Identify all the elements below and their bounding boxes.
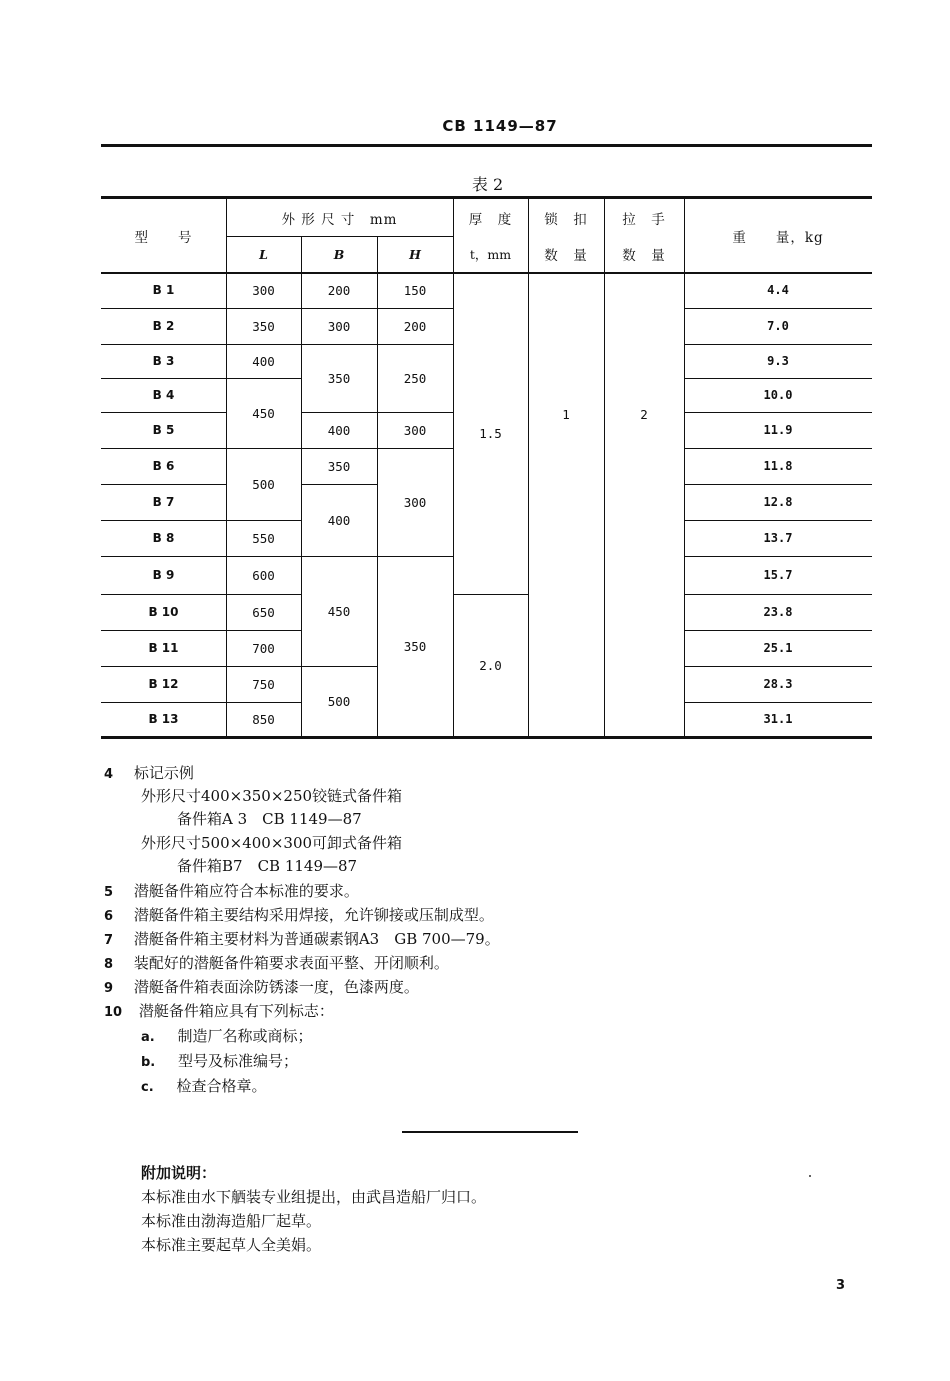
clause-number: 8 — [104, 957, 114, 972]
row-rule — [684, 308, 872, 309]
length-cell: 550 — [252, 530, 275, 546]
model-cell: B 13 — [148, 712, 179, 726]
row-rule — [377, 308, 453, 309]
header-lock-count: 数 量 — [544, 248, 588, 264]
width-cell: 200 — [327, 282, 351, 298]
model-cell: B 8 — [152, 531, 175, 545]
length-cell: 700 — [252, 640, 275, 656]
clause-number: 4 — [104, 767, 114, 782]
length-cell: 650 — [252, 604, 275, 620]
clause-10-item-b — [141, 1050, 298, 1074]
clause-number: 6 — [104, 909, 114, 924]
weight-cell: 28.3 — [763, 677, 793, 691]
scan-speck — [809, 1175, 811, 1177]
row-rule — [684, 630, 872, 631]
row-rule — [101, 412, 226, 413]
header-weight: 重 量，kg — [732, 229, 824, 246]
example-2-description: 外形尺寸500×400×300可卸式备件箱 — [141, 834, 403, 852]
width-cell: 450 — [327, 603, 351, 619]
model-cell: B 6 — [152, 459, 175, 473]
row-rule — [377, 344, 453, 345]
row-rule — [684, 666, 872, 667]
row-rule — [226, 666, 301, 667]
weight-cell: 11.8 — [763, 459, 793, 473]
row-rule — [453, 594, 528, 595]
height-cell: 150 — [403, 282, 427, 298]
clause-10-item-c — [141, 1075, 266, 1099]
clause-8 — [104, 952, 449, 976]
clause-text: 潜艇备件箱主要材料为普通碳素钢A3 GB 700—79。 — [133, 930, 500, 948]
row-rule — [226, 344, 301, 345]
clause-title: 标记示例 — [133, 764, 194, 782]
thickness-cell: 2.0 — [479, 657, 502, 673]
row-rule — [684, 594, 872, 595]
height-cell: 300 — [403, 422, 427, 438]
item-label: a. — [141, 1030, 155, 1045]
row-rule — [301, 556, 377, 557]
clause-6 — [104, 904, 494, 928]
notes-line-2: 本标准由渤海造船厂起草。 — [141, 1212, 322, 1230]
row-rule — [684, 520, 872, 521]
width-cell: 500 — [327, 693, 351, 709]
clause-text: 潜艇备件箱应符合本标准的要求。 — [133, 882, 359, 900]
length-cell: 500 — [252, 476, 275, 492]
row-rule — [226, 594, 301, 595]
row-rule — [226, 308, 301, 309]
length-cell: 350 — [252, 318, 275, 334]
weight-cell: 4.4 — [767, 283, 789, 297]
notes-line-1: 本标准由水下舾装专业组提出，由武昌造船厂归口。 — [141, 1188, 487, 1206]
clause-5 — [104, 880, 359, 904]
header-model: 型 号 — [134, 229, 193, 246]
row-rule — [101, 630, 226, 631]
header-thickness: 厚 度 — [468, 211, 513, 228]
row-rule — [684, 344, 872, 345]
clause-9 — [104, 976, 419, 1000]
footer-rule — [402, 1131, 578, 1133]
weight-cell: 31.1 — [763, 712, 793, 726]
handle-count-cell: 2 — [640, 406, 648, 422]
height-cell: 300 — [403, 494, 427, 510]
row-rule — [101, 344, 226, 345]
row-rule — [684, 448, 872, 449]
row-rule — [684, 412, 872, 413]
row-rule — [101, 308, 226, 309]
model-cell: B 4 — [152, 388, 175, 402]
clause-10 — [104, 1000, 334, 1024]
model-cell: B 1 — [152, 283, 175, 297]
clause-number: 7 — [104, 933, 114, 948]
column-rule — [301, 236, 302, 736]
width-cell: 400 — [327, 422, 351, 438]
weight-cell: 13.7 — [763, 531, 793, 545]
example-1-mark: 备件箱A 3 CB 1149—87 — [177, 810, 362, 828]
standard-code-header: CB 1149—87 — [442, 117, 558, 135]
example-2-mark: 备件箱B7 CB 1149—87 — [177, 857, 358, 875]
model-cell: B 12 — [148, 677, 179, 691]
clause-text: 潜艇备件箱应具有下列标志： — [138, 1002, 334, 1020]
table-title: 表 2 — [471, 175, 504, 194]
dimension-subheader-rule — [226, 236, 453, 237]
clause-text: 装配好的潜艇备件箱要求表面平整、开闭顺利。 — [133, 954, 449, 972]
column-rule — [453, 199, 454, 736]
row-rule — [301, 484, 377, 485]
row-rule — [684, 702, 872, 703]
row-rule — [101, 556, 226, 557]
header-lock: 锁 扣 — [544, 211, 588, 228]
clause-4 — [104, 762, 194, 786]
item-text: 检查合格章。 — [176, 1077, 267, 1095]
row-rule — [226, 702, 301, 703]
clause-7 — [104, 928, 500, 952]
item-text: 制造厂名称或商标； — [177, 1027, 313, 1045]
width-cell: 350 — [327, 458, 351, 474]
model-cell: B 5 — [152, 423, 175, 437]
row-rule — [226, 520, 301, 521]
model-cell: B 11 — [148, 641, 179, 655]
header-handle-count: 数 量 — [622, 248, 666, 264]
weight-cell: 7.0 — [767, 319, 789, 333]
column-rule — [684, 199, 685, 736]
height-cell: 200 — [403, 318, 427, 334]
page-number: 3 — [836, 1278, 846, 1293]
weight-cell: 25.1 — [763, 641, 793, 655]
row-rule — [101, 378, 226, 379]
clause-text: 潜艇备件箱表面涂防锈漆一度，色漆两度。 — [133, 978, 419, 996]
model-cell: B 3 — [152, 354, 175, 368]
width-cell: 350 — [327, 370, 351, 386]
row-rule — [684, 484, 872, 485]
weight-cell: 15.7 — [763, 568, 793, 582]
example-1-description: 外形尺寸400×350×250铰链式备件箱 — [141, 787, 403, 805]
length-cell: 400 — [252, 353, 275, 369]
clause-number: 10 — [104, 1005, 123, 1020]
row-rule — [101, 448, 226, 449]
table-bottom-rule — [101, 736, 872, 739]
column-rule — [528, 199, 529, 736]
row-rule — [101, 594, 226, 595]
header-H: H — [409, 246, 421, 262]
model-cell: B 2 — [152, 319, 175, 333]
length-cell: 600 — [252, 567, 275, 583]
weight-cell: 9.3 — [767, 354, 789, 368]
clause-text: 潜艇备件箱主要结构采用焊接，允许铆接或压制成型。 — [133, 906, 494, 924]
height-cell: 250 — [403, 370, 427, 386]
width-cell: 400 — [327, 512, 351, 528]
column-rule — [604, 199, 605, 736]
row-rule — [301, 666, 377, 667]
header-L: L — [259, 246, 268, 262]
header-rule — [101, 144, 872, 147]
item-text: 型号及标准编号； — [178, 1052, 299, 1070]
table-header-bottom-rule — [101, 272, 872, 274]
item-label: b. — [141, 1055, 156, 1070]
model-cell: B 10 — [148, 605, 179, 619]
weight-cell: 23.8 — [763, 605, 793, 619]
model-cell: B 7 — [152, 495, 175, 509]
row-rule — [226, 630, 301, 631]
row-rule — [301, 344, 377, 345]
length-cell: 450 — [252, 405, 275, 421]
row-rule — [301, 308, 377, 309]
clause-number: 5 — [104, 885, 114, 900]
column-rule — [377, 236, 378, 736]
length-cell: 750 — [252, 676, 275, 692]
model-cell: B 9 — [152, 568, 175, 582]
row-rule — [226, 556, 301, 557]
table-top-rule — [101, 196, 872, 199]
header-thickness-unit: t，mm — [469, 247, 512, 262]
row-rule — [301, 448, 377, 449]
row-rule — [684, 378, 872, 379]
clause-10-item-a — [141, 1025, 313, 1049]
row-rule — [101, 484, 226, 485]
item-label: c. — [141, 1080, 154, 1095]
thickness-cell: 1.5 — [479, 425, 502, 441]
header-handle: 拉 手 — [622, 211, 666, 228]
row-rule — [684, 556, 872, 557]
lock-count-cell: 1 — [562, 406, 570, 422]
row-rule — [101, 666, 226, 667]
height-cell: 350 — [403, 638, 427, 654]
length-cell: 300 — [252, 282, 275, 298]
row-rule — [377, 556, 453, 557]
row-rule — [226, 378, 301, 379]
row-rule — [301, 412, 377, 413]
length-cell: 850 — [252, 711, 275, 727]
row-rule — [226, 448, 301, 449]
notes-title: 附加说明： — [141, 1164, 217, 1182]
width-cell: 300 — [327, 318, 351, 334]
clause-number: 9 — [104, 981, 114, 996]
weight-cell: 10.0 — [763, 388, 793, 402]
header-dimensions: 外 形 尺 寸 mm — [281, 211, 398, 228]
row-rule — [101, 520, 226, 521]
notes-line-3: 本标准主要起草人全美娟。 — [141, 1236, 322, 1254]
header-B: B — [333, 246, 345, 262]
weight-cell: 11.9 — [763, 423, 793, 437]
row-rule — [377, 448, 453, 449]
weight-cell: 12.8 — [763, 495, 793, 509]
row-rule — [101, 702, 226, 703]
column-rule — [226, 199, 227, 736]
row-rule — [377, 412, 453, 413]
